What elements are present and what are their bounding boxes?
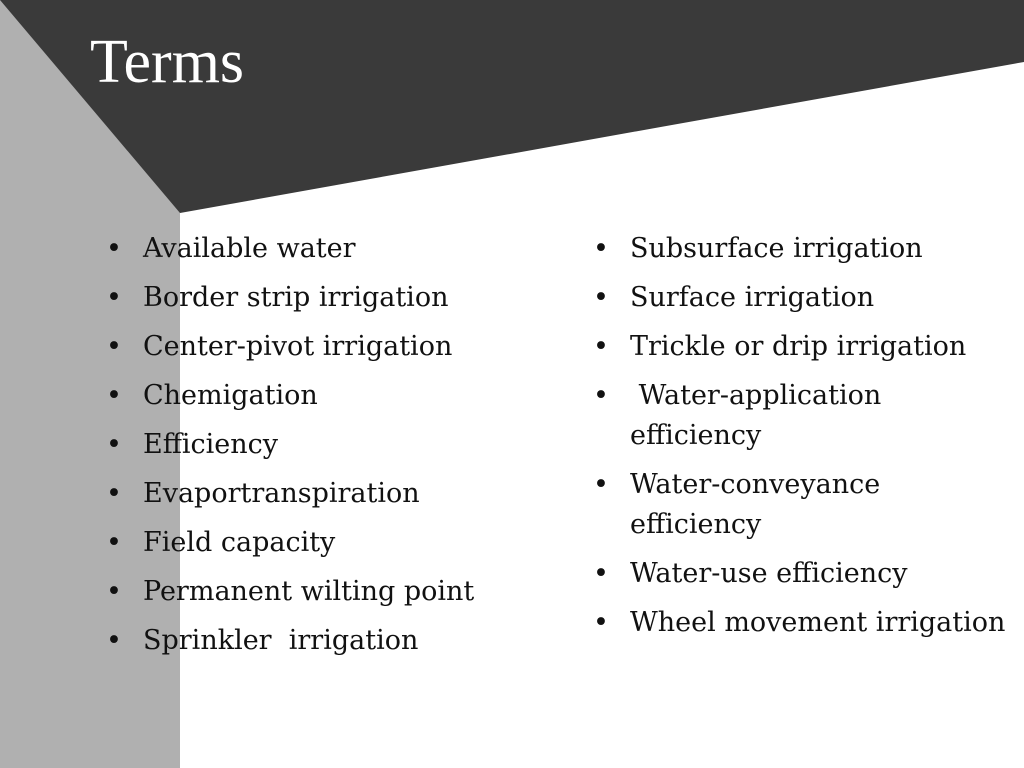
list-item: • Wheel movement irrigation <box>593 603 1013 643</box>
list-item: • Water-use efficiency <box>593 554 1013 594</box>
list-item: • Field capacity <box>106 523 526 563</box>
list-item: • Chemigation <box>106 376 526 416</box>
list-item: • Permanent wilting point <box>106 572 526 612</box>
list-item: • Water-application efficiency <box>593 376 1013 456</box>
list-item: • Water-conveyance efficiency <box>593 465 1013 545</box>
list-item: • Available water <box>106 229 526 269</box>
list-item: • Trickle or drip irrigation <box>593 327 1013 367</box>
list-item: • Center-pivot irrigation <box>106 327 526 367</box>
list-item: • Evaportranspiration <box>106 474 526 514</box>
slide-title: Terms <box>90 28 245 96</box>
list-item: • Sprinkler irrigation <box>106 621 526 661</box>
list-item: • Border strip irrigation <box>106 278 526 318</box>
list-item: • Subsurface irrigation <box>593 229 1013 269</box>
terms-list-right <box>593 229 1013 652</box>
list-item: • Efficiency <box>106 425 526 465</box>
terms-list-left <box>106 229 526 670</box>
list-item: • Surface irrigation <box>593 278 1013 318</box>
